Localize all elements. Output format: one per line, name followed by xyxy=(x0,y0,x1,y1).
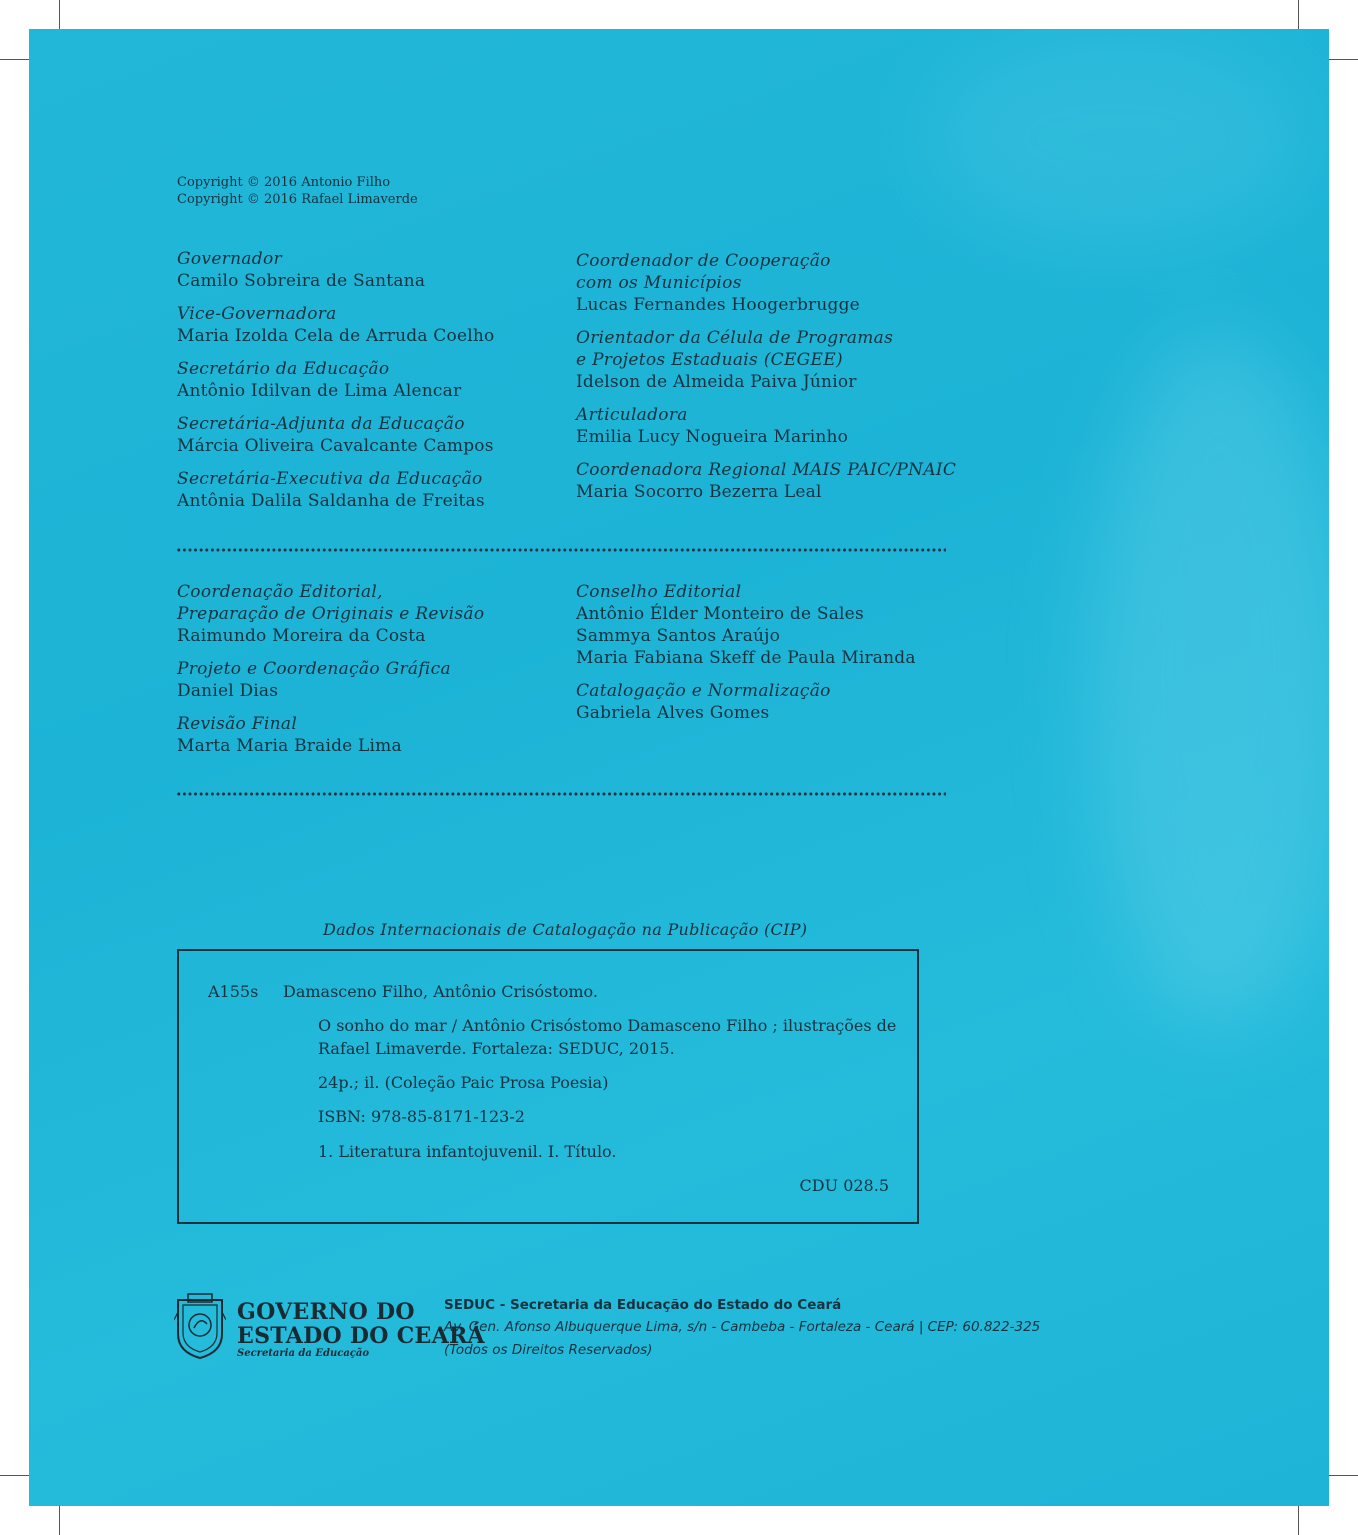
credit-role: Coordenadora Regional MAIS PAIC/PNAIC xyxy=(576,460,957,480)
credit-name: Gabriela Alves Gomes xyxy=(576,703,770,723)
credit-role: Coordenador de Cooperação xyxy=(576,251,831,271)
credit-role: Projeto e Coordenação Gráfica xyxy=(177,659,451,679)
logo-subtitle: Secretaria da Educação xyxy=(237,1348,370,1359)
credit-role: Catalogação e Normalização xyxy=(576,681,831,701)
credit-group xyxy=(177,413,577,457)
credits-left-column xyxy=(177,248,577,523)
crop-mark xyxy=(1329,1475,1358,1476)
credit-group xyxy=(177,303,577,347)
publisher-info xyxy=(444,1294,1040,1362)
cip-title: Dados Internacionais de Catalogação na Publicação (CIP) xyxy=(323,920,808,939)
copyright-line: Copyright © 2016 Rafael Limaverde xyxy=(177,192,418,207)
credit-role: Articuladora xyxy=(576,405,688,425)
credit-group xyxy=(177,581,577,647)
editorial-right-column xyxy=(576,581,996,735)
credit-name: Márcia Oliveira Cavalcante Campos xyxy=(177,436,494,456)
credit-name: Antônia Dalila Saldanha de Freitas xyxy=(177,491,485,511)
credit-group xyxy=(177,468,577,512)
credit-role: Governador xyxy=(177,249,282,269)
credit-group xyxy=(576,680,996,724)
crop-mark xyxy=(59,1506,60,1535)
credit-role: Orientador da Célula de Programas xyxy=(576,328,894,348)
credit-role: Vice-Governadora xyxy=(177,304,337,324)
cip-isbn: ISBN: 978-85-8171-123-2 xyxy=(318,1107,525,1126)
logo-line: ESTADO DO CEARÁ xyxy=(237,1323,485,1349)
credit-name: Antônio Élder Monteiro de Sales xyxy=(576,604,864,624)
credit-role: Secretário da Educação xyxy=(177,359,390,379)
credits-right-column xyxy=(576,250,996,514)
crop-mark xyxy=(0,59,29,60)
publisher-name: SEDUC - Secretaria da Educação do Estado do Ceará xyxy=(444,1297,842,1313)
cip-subjects: 1. Literatura infantojuvenil. I. Título. xyxy=(318,1142,617,1161)
cip-code: A155s xyxy=(208,982,259,1001)
credit-role: com os Municípios xyxy=(576,273,742,293)
credit-name: Idelson de Almeida Paiva Júnior xyxy=(576,372,857,392)
rights-notice: (Todos os Direitos Reservados) xyxy=(444,1342,653,1358)
credit-group xyxy=(177,248,577,292)
cip-title-line: O sonho do mar / Antônio Crisóstomo Damasceno Filho ; ilustrações de xyxy=(318,1016,897,1035)
dotted-divider xyxy=(176,792,946,796)
crop-mark xyxy=(0,1475,29,1476)
background-glow xyxy=(929,29,1309,249)
coat-of-arms-icon xyxy=(174,1292,226,1360)
background-glow xyxy=(1089,329,1329,1029)
credit-name: Maria Socorro Bezerra Leal xyxy=(576,482,822,502)
credit-group xyxy=(576,327,996,393)
credit-role: Conselho Editorial xyxy=(576,582,742,602)
credit-name: Camilo Sobreira de Santana xyxy=(177,271,426,291)
credit-name: Raimundo Moreira da Costa xyxy=(177,626,426,646)
credit-role: e Projetos Estaduais (CEGEE) xyxy=(576,350,843,370)
credit-role: Secretária-Executiva da Educação xyxy=(177,469,483,489)
crop-mark xyxy=(59,0,60,29)
credit-name: Maria Fabiana Skeff de Paula Miranda xyxy=(576,648,916,668)
crop-mark xyxy=(1329,59,1358,60)
editorial-left-column xyxy=(177,581,577,768)
cip-cdu: CDU 028.5 xyxy=(799,1176,889,1195)
credit-role: Secretária-Adjunta da Educação xyxy=(177,414,465,434)
cip-title-line: Rafael Limaverde. Fortaleza: SEDUC, 2015. xyxy=(318,1039,675,1058)
credit-group xyxy=(177,658,577,702)
crop-mark xyxy=(1298,0,1299,29)
credit-name: Maria Izolda Cela de Arruda Coelho xyxy=(177,326,495,346)
credit-name: Sammya Santos Araújo xyxy=(576,626,781,646)
dotted-divider xyxy=(176,548,946,552)
credit-name: Marta Maria Braide Lima xyxy=(177,736,402,756)
cip-record-box xyxy=(177,949,919,1224)
copyright-line: Copyright © 2016 Antonio Filho xyxy=(177,175,391,190)
page xyxy=(29,29,1329,1506)
credit-name: Emilia Lucy Nogueira Marinho xyxy=(576,427,849,447)
cip-author: Damasceno Filho, Antônio Crisóstomo. xyxy=(283,982,598,1001)
credit-role: Coordenação Editorial, xyxy=(177,582,383,602)
logo-line: GOVERNO DO xyxy=(237,1299,415,1325)
credit-role: Preparação de Originais e Revisão xyxy=(177,604,485,624)
credit-group xyxy=(576,581,996,669)
credit-role: Revisão Final xyxy=(177,714,298,734)
crop-mark xyxy=(1298,1506,1299,1535)
credit-name: Antônio Idilvan de Lima Alencar xyxy=(177,381,462,401)
publisher-address: Av. Gen. Afonso Albuquerque Lima, s/n - Cambeba - Fortaleza - Ceará | CEP: 60.822-325 xyxy=(444,1319,1041,1335)
cip-pages: 24p.; il. (Coleção Paic Prosa Poesia) xyxy=(318,1073,609,1092)
credit-name: Lucas Fernandes Hoogerbrugge xyxy=(576,295,860,315)
credit-group xyxy=(576,250,996,316)
credit-name: Daniel Dias xyxy=(177,681,279,701)
credit-group xyxy=(576,459,996,503)
credit-group xyxy=(177,713,577,757)
credit-group xyxy=(576,404,996,448)
copyright-block xyxy=(177,174,418,208)
credit-group xyxy=(177,358,577,402)
